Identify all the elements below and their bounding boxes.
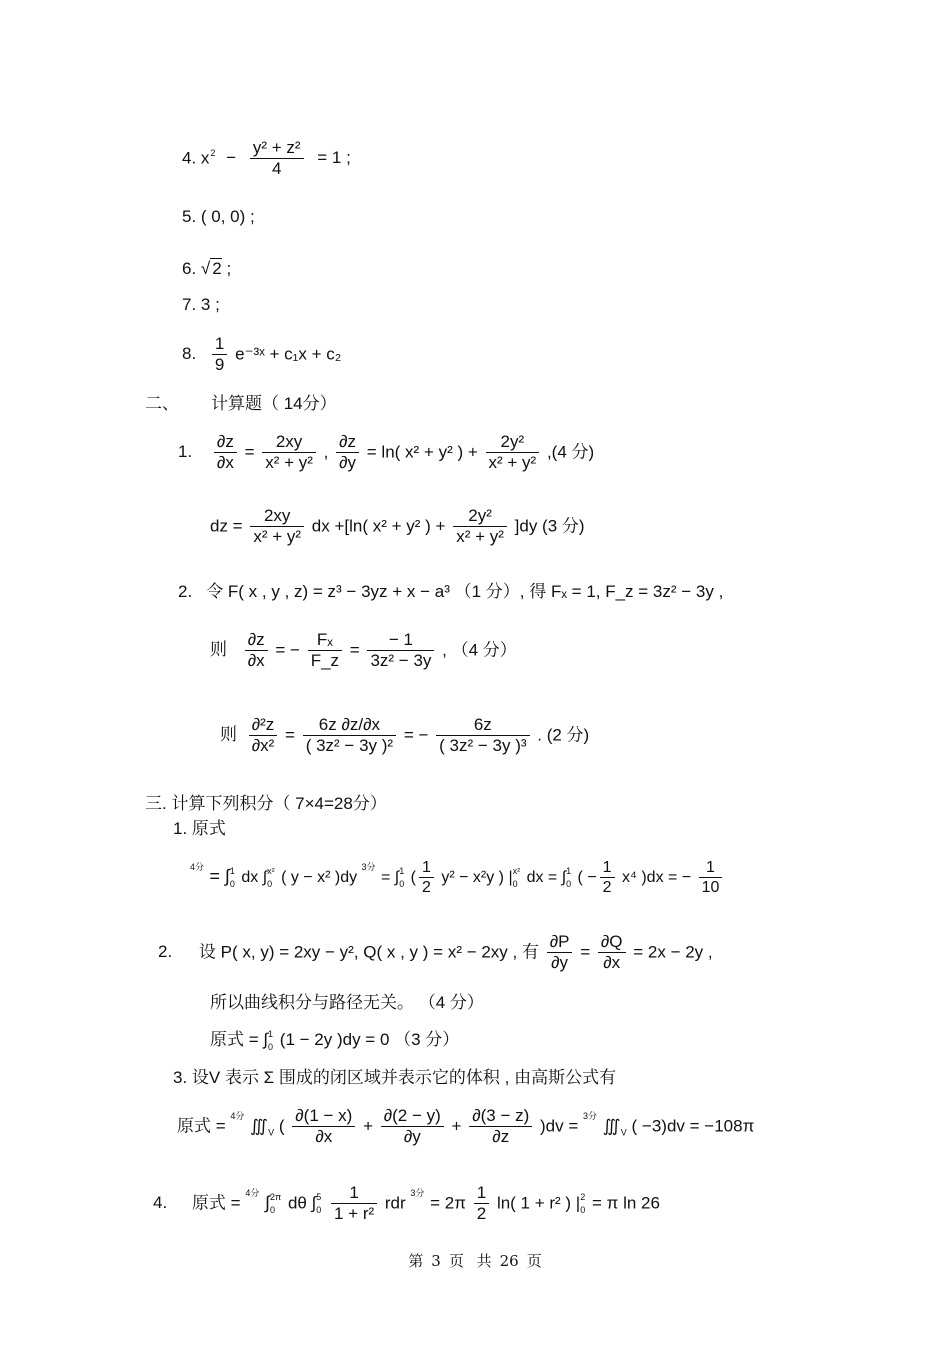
page-number: 3 bbox=[431, 1252, 441, 1270]
answer-8: 8. $\frac{1}{9}$ e⁻³ˣ + c₁x + c₂ bbox=[182, 334, 342, 375]
section-2-problem-2-line-3: 则 $\frac{\text{∂²z}}{\text{∂x²}}$ = $\frac{6z \partial z/\partial x}{\text{( 3z² − 3y )²}}$ = − $\frac{6z}{\text{( 3z² − 3y )³}}$ . (2 分) bbox=[220, 715, 590, 756]
section-2-problem-2-line-2: 则 $\frac{\partial z}{\partial x}$ = − $\frac{\text{Fₓ}}{F\_z}$ = $\frac{- 1}{\text{3z² − 3y}}$ , （4 分） bbox=[210, 630, 517, 671]
answer-6: 6. √ 2 ; bbox=[182, 259, 232, 278]
answer-4-expr: 4. x bbox=[182, 148, 210, 168]
answer-7: 7. 3 ; bbox=[182, 295, 220, 314]
answer-8-fraction: $\frac{1}{9}$ bbox=[212, 334, 227, 376]
answer-5: 5. ( 0, 0) ; bbox=[182, 207, 255, 226]
section-3-problem-2-line-3: 原式 = ∫ 1 0 (1 − 2y )dy = 0 （3 分） bbox=[210, 1029, 460, 1052]
total-pages: 26 bbox=[499, 1252, 519, 1270]
section-2-heading: 二、 计算题（ 14分） bbox=[145, 394, 337, 413]
section-3-problem-1-label: 1. 原式 bbox=[173, 819, 226, 838]
section-3-problem-3-line-2: 原式 = $^{4分}$ $∭_V$ ( $\frac{\partial(1 - x)}{\partial x}$ + $\frac{\partial(2 - y)}{\partial y}$ + $\frac{\partial(3 - z)}{\partial z}$ )dv = $^{3分}$ $∭_V$ ( −3)dv = −108π bbox=[177, 1106, 755, 1147]
section-3-problem-1-line-1: $^{4分}$ = ∫ 1 0 dx ∫ x² 0 ( y − x² )dy $^{3分}$ = ∫ 1 0 ( $\frac{1}{2}$ y² − x²y ) | x² 0 dx = ∫ 1 0 ( − $\frac{1}{2}$ x⁴ )dx = − $\frac{1}{10}$ bbox=[190, 858, 725, 897]
section-3-heading: 三. 计算下列积分（ 7×4=28分） bbox=[145, 794, 387, 813]
answer-4-fraction: $\frac{\text{y² + z²}}{4}$ bbox=[250, 138, 304, 180]
answer-4-tail: = 1 ; bbox=[317, 148, 351, 168]
section-2-problem-2-line-1: 2. 令 F( x , y , z) = z³ − 3yz + x − a³ （1 分）, 得 Fₓ = 1, F_z = 3z² − 3y , bbox=[178, 582, 724, 601]
answer-4: 4. $x^2$ − $\frac{\text{y² + z²}}{4}$ = 1 ; bbox=[182, 138, 351, 179]
section-2-problem-1-line-1: 1. $\frac{\partial z}{\partial x}$ = $\frac{2xy}{\text{x² + y²}}$ , $\frac{\partial z}{\partial y}$ = ln( x² + y² ) + $\frac{\text{2y²}}{\text{x² + y²}}$ ,(4 分) bbox=[178, 432, 595, 473]
page-footer: 第 3 页 共 26 页 bbox=[408, 1252, 542, 1270]
section-3-problem-4: 4. 原式 = $^{4分}$ ∫ 2π 0 dθ ∫ 5 0 $\frac{1}{\text{1 + r²}}$ rdr $^{3分}$ = 2π $\frac{1}{2}$ ln( 1 + r² ) | 2 0 = π ln 26 bbox=[153, 1183, 660, 1224]
section-3-problem-2-line-1: 2. 设 P( x, y) = 2xy − y², Q( x , y ) = x² − 2xy , 有 $\frac{\partial P}{\partial y}$ = $\frac{\partial Q}{\partial x}$ = 2x − 2y , bbox=[158, 932, 713, 973]
section-2-problem-1-line-2: dz = $\frac{2xy}{\text{x² + y²}}$ dx +[ln( x² + y² ) + $\frac{\text{2y²}}{\text{x² + y²}}$ ]dy (3 分) bbox=[210, 506, 585, 547]
section-3-problem-3-line-1: 3. 设V 表示 Σ 围成的闭区域并表示它的体积 , 由高斯公式有 bbox=[173, 1068, 617, 1087]
sqrt-symbol: √ bbox=[200, 259, 211, 278]
section-3-problem-2-line-2: 所以曲线积分与路径无关。 （4 分） bbox=[210, 993, 484, 1012]
